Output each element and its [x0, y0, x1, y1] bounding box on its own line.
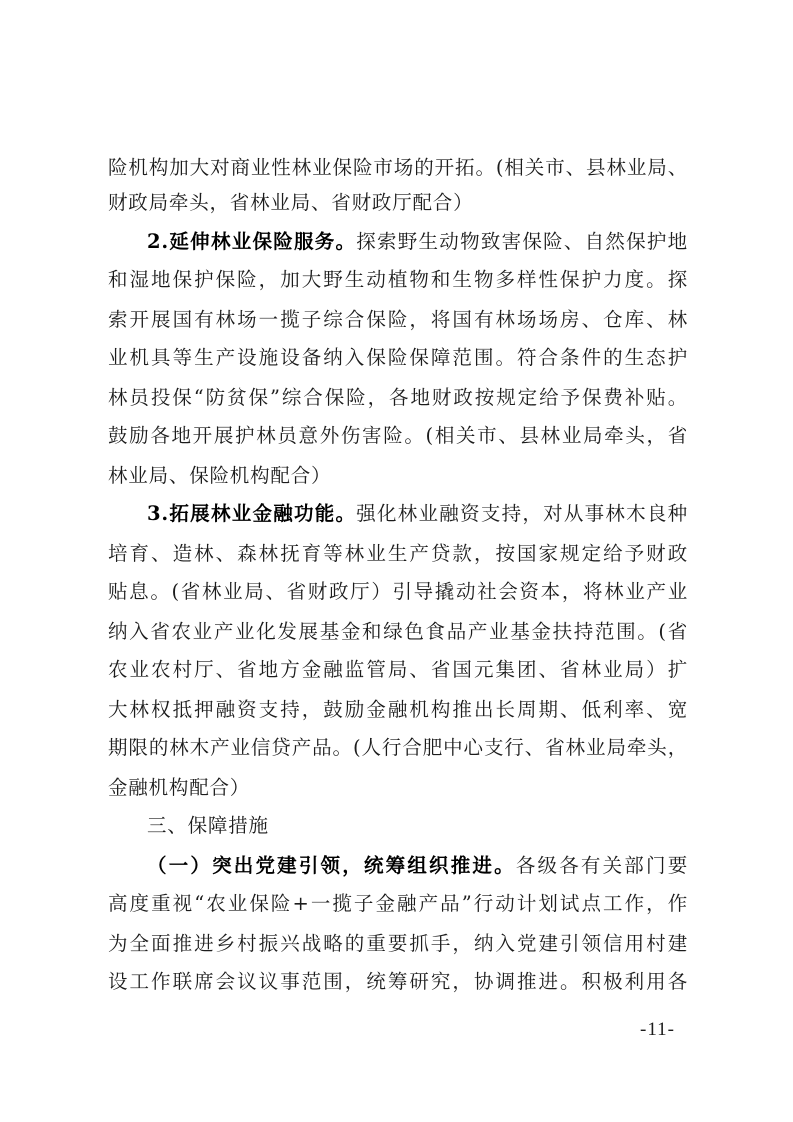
- subsection-1-heading-line: （一）突出党建引领，统筹组织推进。各级各有关部门要: [147, 854, 688, 877]
- body-line: 财政局牵头，省林业局、省财政厅配合）: [108, 191, 474, 214]
- section-2-heading-line: 2.延伸林业保险服务。探索野生动物致害保险、自然保护地: [147, 230, 688, 253]
- body-line: 大林权抵押融资支持，鼓励金融机构推出长周期、低利率、宽: [108, 698, 688, 721]
- body-line: 和湿地保护保险，加大野生动植物和生物多样性保护力度。探: [108, 268, 688, 291]
- body-line: 农业农村厅、省地方金融监管局、省国元集团、省林业局）扩: [108, 658, 688, 681]
- body-line: 业机具等生产设施设备纳入保险保障范围。符合条件的生态护: [108, 346, 688, 369]
- body-line: 为全面推进乡村振兴战略的重要抓手，纳入党建引领信用村建: [108, 932, 688, 955]
- chapter-heading: 三、保障措施: [147, 814, 269, 837]
- body-line: 鼓励各地开展护林员意外伤害险。(相关市、县林业局牵头，省: [108, 424, 688, 447]
- body-line: 金融机构配合）: [108, 776, 251, 799]
- subsection-1-heading: （一）突出党建引领，统筹组织推进。: [147, 854, 516, 877]
- section-3-heading: 3.拓展林业金融功能。: [147, 502, 357, 525]
- body-line: 设工作联席会议议事范围，统筹研究，协调推进。积极利用各: [108, 970, 688, 993]
- section-3-heading-line: 3.拓展林业金融功能。强化林业融资支持，对从事林木良种: [147, 502, 688, 525]
- body-line: 期限的林木产业信贷产品。(人行合肥中心支行、省林业局牵头，: [108, 736, 688, 759]
- page-number: -11-: [640, 1019, 675, 1040]
- section-2-heading: 2.延伸林业保险服务。: [147, 230, 357, 253]
- body-line: 纳入省农业产业化发展基金和绿色食品产业基金扶持范围。(省: [108, 620, 688, 643]
- body-line: 险机构加大对商业性林业保险市场的开拓。(相关市、县林业局、: [108, 156, 688, 179]
- body-line: 林员投保“防贫保”综合保险，各地财政按规定给予保费补贴。: [108, 386, 688, 409]
- body-line: 贴息。(省林业局、省财政厅）引导撬动社会资本，将林业产业: [108, 580, 688, 603]
- body-line: 培育、造林、森林抚育等林业生产贷款，按国家规定给予财政: [108, 542, 688, 565]
- body-line: 林业局、保险机构配合）: [108, 464, 332, 487]
- body-line: 索开展国有林场一揽子综合保险，将国有林场场房、仓库、林: [108, 308, 688, 331]
- body-line: 高度重视“农业保险+一揽子金融产品”行动计划试点工作，作: [108, 892, 688, 915]
